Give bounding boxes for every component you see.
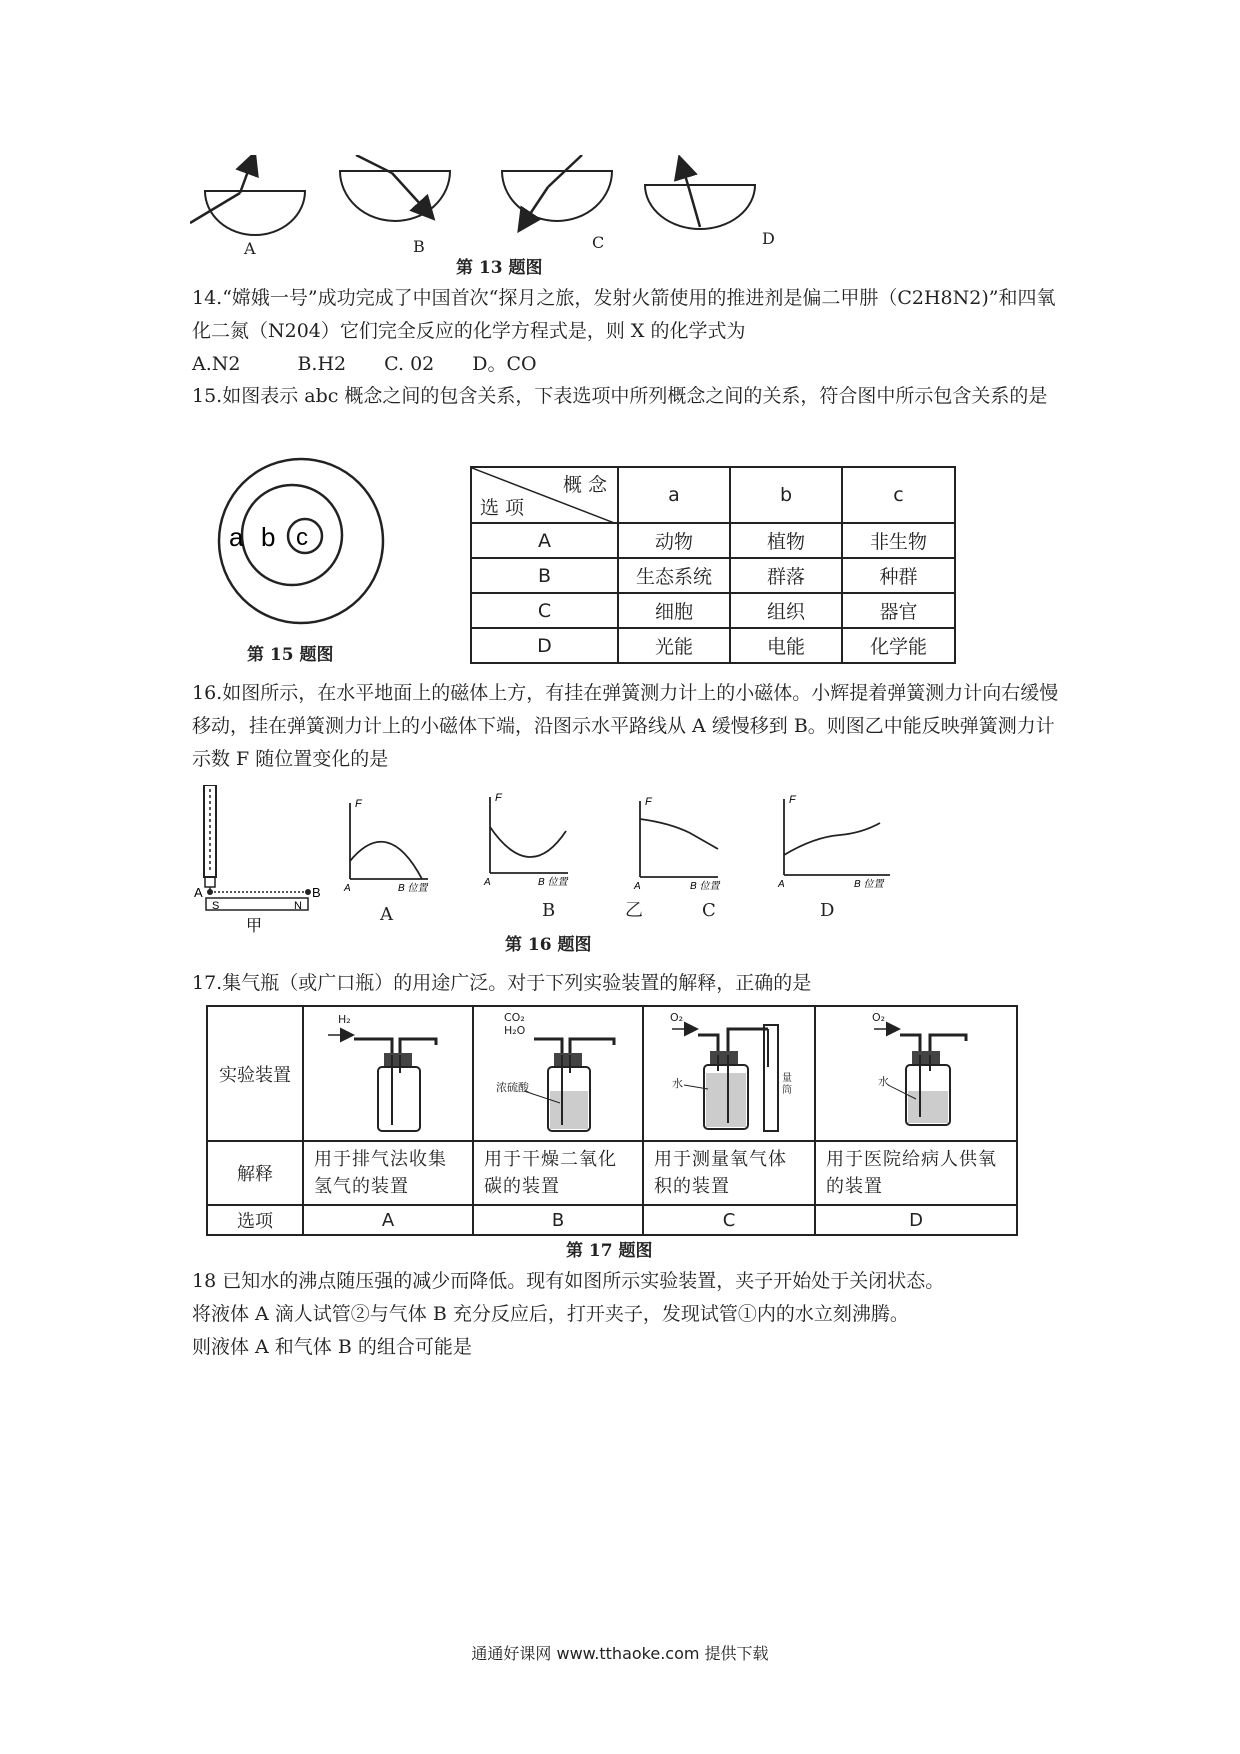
q13-option-c-drawing <box>502 155 612 229</box>
q15-table-row <box>471 558 955 593</box>
q17-liquid-b: 浓硫酸 <box>496 1081 529 1094</box>
q16-graph-c-x: B 位置 <box>690 881 720 892</box>
q17-explanation-row <box>207 1141 1017 1205</box>
q15-cell: 生态系统 <box>618 558 730 593</box>
q13-figure <box>190 155 830 255</box>
q16-caption: 第 16 题图 <box>505 935 592 955</box>
q17-explanation-d: 用于医院给病人供氧的装置 <box>815 1141 1017 1205</box>
q15-cell: 电能 <box>730 628 842 663</box>
q13-label-c: C <box>592 233 605 252</box>
q15-table-row <box>471 593 955 628</box>
q17-apparatus-row <box>207 1006 1017 1141</box>
q17-liquid-c: 水 <box>672 1077 683 1090</box>
q15-row-option: A <box>471 523 618 558</box>
q15-table-header-row <box>471 467 955 523</box>
q17-row-label-option: 选项 <box>207 1205 303 1235</box>
q16-graph-b-x: B 位置 <box>538 877 568 888</box>
q14-options: A.N2 B.H2 C. 02 D。CO <box>192 353 537 375</box>
q16-graph-d <box>777 794 890 890</box>
q17-option-b: B <box>473 1205 643 1235</box>
q17-explanation-c: 用于测量氧气体积的装置 <box>643 1141 815 1205</box>
q17-gas-c: O₂ <box>670 1011 684 1024</box>
q15-cell: 化学能 <box>842 628 955 663</box>
q18-line-3: 则液体 A 和气体 B 的组合可能是 <box>192 1336 472 1358</box>
q17-explanation-a: 用于排气法收集氢气的装置 <box>303 1141 473 1205</box>
q16-yi-label: 乙 <box>625 900 643 921</box>
q17-gas-d: O₂ <box>872 1011 886 1024</box>
q16-graph-a <box>343 798 428 894</box>
q14-block <box>192 282 1062 381</box>
q17-stem: 17.集气瓶（或广口瓶）的用途广泛。对于下列实验装置的解释，正确的是 <box>192 972 812 994</box>
q17-apparatus-a <box>303 1006 473 1141</box>
q17-row-label-apparatus: 实验装置 <box>207 1006 303 1141</box>
q15-cell: 非生物 <box>842 523 955 558</box>
q18-block <box>192 1265 1092 1364</box>
q17-bottle-b-drawing <box>474 1007 642 1135</box>
q16-option-a-label: A <box>380 904 393 925</box>
q17-gas-b: CO₂ H₂O <box>504 1011 526 1037</box>
q18-line-1: 18 已知水的沸点随压强的减少而降低。现有如图所示实验装置，夹子开始处于关闭状态。 <box>192 1270 945 1292</box>
q16-option-b-label: B <box>542 900 556 921</box>
q13-label-b: B <box>413 237 425 256</box>
q15-cell: 组织 <box>730 593 842 628</box>
q16-pole-n: N <box>294 900 302 912</box>
q16-option-c-label: C <box>702 900 716 921</box>
q17-caption: 第 17 题图 <box>566 1241 653 1261</box>
q15-corner-top: 概 念 <box>562 474 607 496</box>
q15-cell: 器官 <box>842 593 955 628</box>
q16-point-a: A <box>194 885 203 900</box>
q15-header-b: b <box>730 467 842 523</box>
q16-graph-c-y: F <box>645 796 652 808</box>
q18-line-2: 将液体 A 滴人试管②与气体 B 充分反应后，打开夹子，发现试管①内的水立刻沸腾。 <box>192 1303 909 1325</box>
q15-caption: 第 15 题图 <box>247 645 334 665</box>
q17-side-label-c: 量筒 <box>782 1073 792 1096</box>
q15-cell: 光能 <box>618 628 730 663</box>
q16-graph-c-origin: A <box>634 881 641 892</box>
q17-explanation-b: 用于干燥二氧化碳的装置 <box>473 1141 643 1205</box>
q16-graph-d-x: B 位置 <box>854 879 884 890</box>
q17-bottle-a-drawing <box>304 1007 472 1135</box>
q16-graph-a-x: B 位置 <box>398 883 428 894</box>
q15-table-row <box>471 523 955 558</box>
q15-cell: 细胞 <box>618 593 730 628</box>
q16-option-d-label: D <box>820 900 835 921</box>
q17-gas-a: H₂ <box>338 1013 351 1026</box>
q17-option-c: C <box>643 1205 815 1235</box>
q15-cell: 群落 <box>730 558 842 593</box>
q17-bottle-c-drawing <box>644 1007 814 1135</box>
q15-row-option: C <box>471 593 618 628</box>
q16-graph-d-origin: A <box>778 879 785 890</box>
q15-table-corner <box>471 467 618 523</box>
q17-option-row <box>207 1205 1017 1235</box>
q17-option-d: D <box>815 1205 1017 1235</box>
q17-apparatus-d <box>815 1006 1017 1141</box>
q13-label-d: D <box>762 229 775 248</box>
q16-graph-b-y: F <box>495 792 502 804</box>
q15-venn-label-a: a <box>229 522 244 552</box>
q17-table <box>206 1005 1018 1236</box>
q15-venn-diagram <box>215 455 395 635</box>
q16-graph-c <box>633 796 720 892</box>
q16-label-jia: 甲 <box>246 918 263 935</box>
q15-header-a: a <box>618 467 730 523</box>
q15-table-row <box>471 628 955 663</box>
q15-table <box>470 466 956 664</box>
q15-venn-label-b: b <box>261 522 276 552</box>
q16-pole-s: S <box>212 900 220 912</box>
q13-caption: 第 13 题图 <box>456 258 543 278</box>
q14-stem: 14.“嫦娥一号”成功完成了中国首次“探月之旅，发射火箭使用的推进剂是偏二甲肼（C2H8N2)”和四氧化二氮（N204）它们完全反应的化学方程式是，则 X 的化学式为 <box>192 287 1056 342</box>
q15-cell: 种群 <box>842 558 955 593</box>
q17-row-label-explanation: 解释 <box>207 1141 303 1205</box>
q15-cell: 植物 <box>730 523 842 558</box>
q17-liquid-d: 水 <box>878 1075 889 1088</box>
q16-stem: 16.如图所示，在水平地面上的磁体上方，有挂在弹簧测力计上的小磁体。小辉提着弹簧测力计向右缓慢移动，挂在弹簧测力计上的小磁体下端，沿图示水平路线从 A 缓慢移到 B。则图乙中能反映弹簧测力计示数 F 随位置变化的是 <box>192 682 1059 770</box>
q15-row-option: D <box>471 628 618 663</box>
q15-venn-label-c: c <box>296 524 308 551</box>
q16-graph-a-origin: A <box>344 883 351 894</box>
q15-row-option: B <box>471 558 618 593</box>
q13-option-b-drawing <box>340 155 450 221</box>
q17-apparatus-b <box>473 1006 643 1141</box>
q16-graph-a-y: F <box>355 798 362 810</box>
q13-label-a: A <box>244 239 256 258</box>
q15-header-c: c <box>842 467 955 523</box>
q16-figure <box>190 785 950 935</box>
q16-graph-d-y: F <box>789 794 796 806</box>
q15-stem: 15.如图表示 abc 概念之间的包含关系，下表选项中所列概念之间的关系，符合图中所示包含关系的是 <box>192 385 1048 407</box>
q17-bottle-d-drawing <box>816 1007 1016 1135</box>
q16-graph-b <box>483 792 568 888</box>
q16-point-b: B <box>312 885 321 900</box>
q17-apparatus-c <box>643 1006 815 1141</box>
q15-cell: 动物 <box>618 523 730 558</box>
q17-option-a: A <box>303 1205 473 1235</box>
q15-corner-bottom: 选 项 <box>480 497 525 519</box>
page-footer: 通通好课网 www.tthaoke.com 提供下载 <box>471 1644 769 1663</box>
q13-option-a-drawing <box>190 155 305 235</box>
q13-option-d-drawing <box>645 159 755 229</box>
q16-spring-balance-drawing <box>204 785 311 910</box>
q16-graph-b-origin: A <box>484 877 491 888</box>
